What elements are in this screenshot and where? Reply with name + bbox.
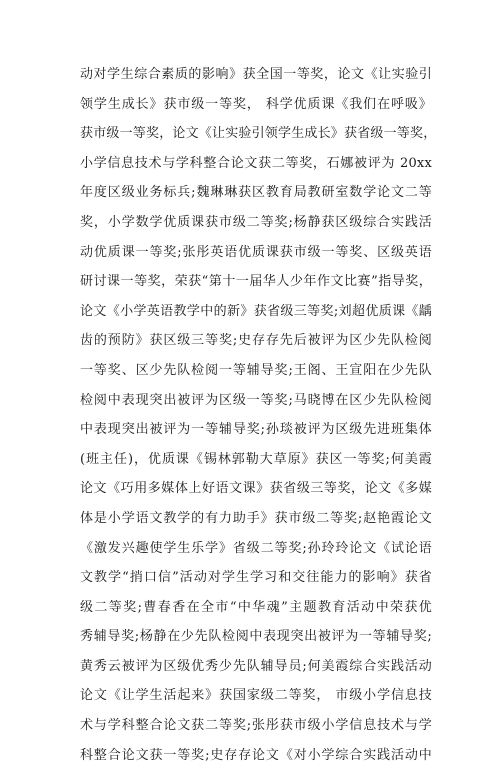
text-line: 年度区级业务标兵;魏琳琳获区教育局教研室数学论文二等 bbox=[80, 185, 432, 201]
text-line: 术与学科整合论文获二等奖;张彤获市级小学信息技术与学 bbox=[80, 718, 432, 734]
text-line: 级二等奖;曹春香在全市“中华魂”主题教育活动中荣获优 bbox=[80, 599, 432, 615]
text-line: 黄秀云被评为区级优秀少先队辅导员;何美霞综合实践活动 bbox=[80, 658, 432, 674]
text-line: (班主任)，优质课《锡林郭勒大草原》获区一等奖;何美霞 bbox=[80, 451, 432, 467]
text-line: 获市级一等奖，论文《让实验引领学生成长》获省级一等奖， bbox=[80, 126, 437, 142]
text-line: 领学生成长》获市级一等奖， 科学优质课《我们在呼吸》 bbox=[80, 96, 432, 112]
text-line: 体是小学语文教学的有力助手》获市级二等奖;赵艳霞论文 bbox=[80, 510, 432, 526]
text-line: 论文《小学英语教学中的新》获省级三等奖;刘超优质课《龋 bbox=[80, 303, 432, 319]
text-line: 动优质课一等奖;张彤英语优质课获市级一等奖、区级英语 bbox=[80, 244, 432, 260]
text-line: 奖，小学数学优质课获市级二等奖;杨静获区级综合实践活 bbox=[80, 214, 432, 230]
text-line: 《激发兴趣使学生乐学》省级二等奖;孙玲玲论文《试论语 bbox=[80, 540, 432, 556]
text-line: 论文《让学生活起来》获国家级二等奖， 市级小学信息技 bbox=[80, 688, 432, 704]
text-line: 科整合论文获一等奖;史存存论文《对小学综合实践活动中 bbox=[80, 747, 432, 763]
document-body bbox=[80, 60, 437, 770]
text-line: 检阅中表现突出被评为区级一等奖;马晓博在区少先队检阅 bbox=[80, 392, 432, 408]
text-line: 文教学“捎口信”活动对学生学习和交往能力的影响》获省 bbox=[80, 570, 432, 586]
text-line: 动对学生综合素质的影响》获全国一等奖，论文《让实验引 bbox=[80, 67, 432, 82]
text-line: 小学信息技术与学科整合论文获二等奖，石娜被评为 20xx bbox=[80, 155, 432, 171]
text-line: 研讨课一等奖，荣获“第十一届华人少年作文比赛”指导奖， bbox=[80, 274, 432, 290]
text-line: 中表现突出被评为一等辅导奖;孙琰被评为区级先进班集体 bbox=[80, 422, 432, 438]
text-line: 论文《巧用多媒体上好语文课》获省级三等奖，论文《多媒 bbox=[80, 481, 432, 497]
text-line: 齿的预防》获区级三等奖;史存存先后被评为区少先队检阅 bbox=[80, 333, 432, 349]
text-line: 一等奖、区少先队检阅一等辅导奖;王阁、王宣阳在少先队 bbox=[80, 362, 432, 378]
text-line: 秀辅导奖;杨静在少先队检阅中表现突出被评为一等辅导奖; bbox=[80, 629, 432, 645]
